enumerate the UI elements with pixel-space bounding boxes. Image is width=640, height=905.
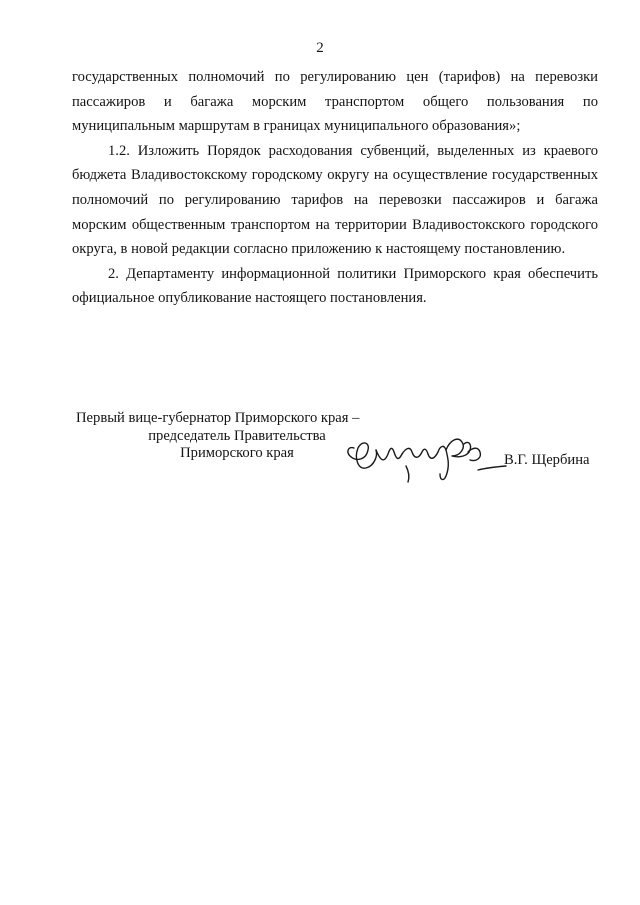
signatory-title-line-3: Приморского края (180, 445, 294, 461)
page-number: 2 (316, 40, 324, 56)
signature-block (72, 410, 602, 480)
handwritten-signature (340, 426, 510, 484)
paragraph-item-1-2: 1.2. Изложить Порядок расходования субвенций, выделенных из краевого бюджета Владивостокскому городскому округу на осуществление государственных полномочий по регулированию тарифов на перевозки пассажиров и багажа морским общественным транспортом на территории Владивостокского городского округа, в новой редакции согласно приложению к настоящему постановлению. (72, 142, 598, 258)
signatory-title-line-2: председатель Правительства (148, 427, 326, 444)
document-body (72, 65, 598, 311)
signatory-title-line-1: Первый вице-губернатор Приморского края – (76, 410, 360, 426)
paragraph-item-2: 2. Департаменту информационной политики Приморского края обеспечить официальное опубликование настоящего постановления. (72, 265, 598, 307)
signatory-name: В.Г. Щербина (504, 452, 590, 468)
paragraph-continuation: государственных полномочий по регулированию цен (тарифов) на перевозки пассажиров и багажа морским транспортом общего пользования по муниципальным маршрутам в границах муниципального образования»; (72, 69, 598, 135)
